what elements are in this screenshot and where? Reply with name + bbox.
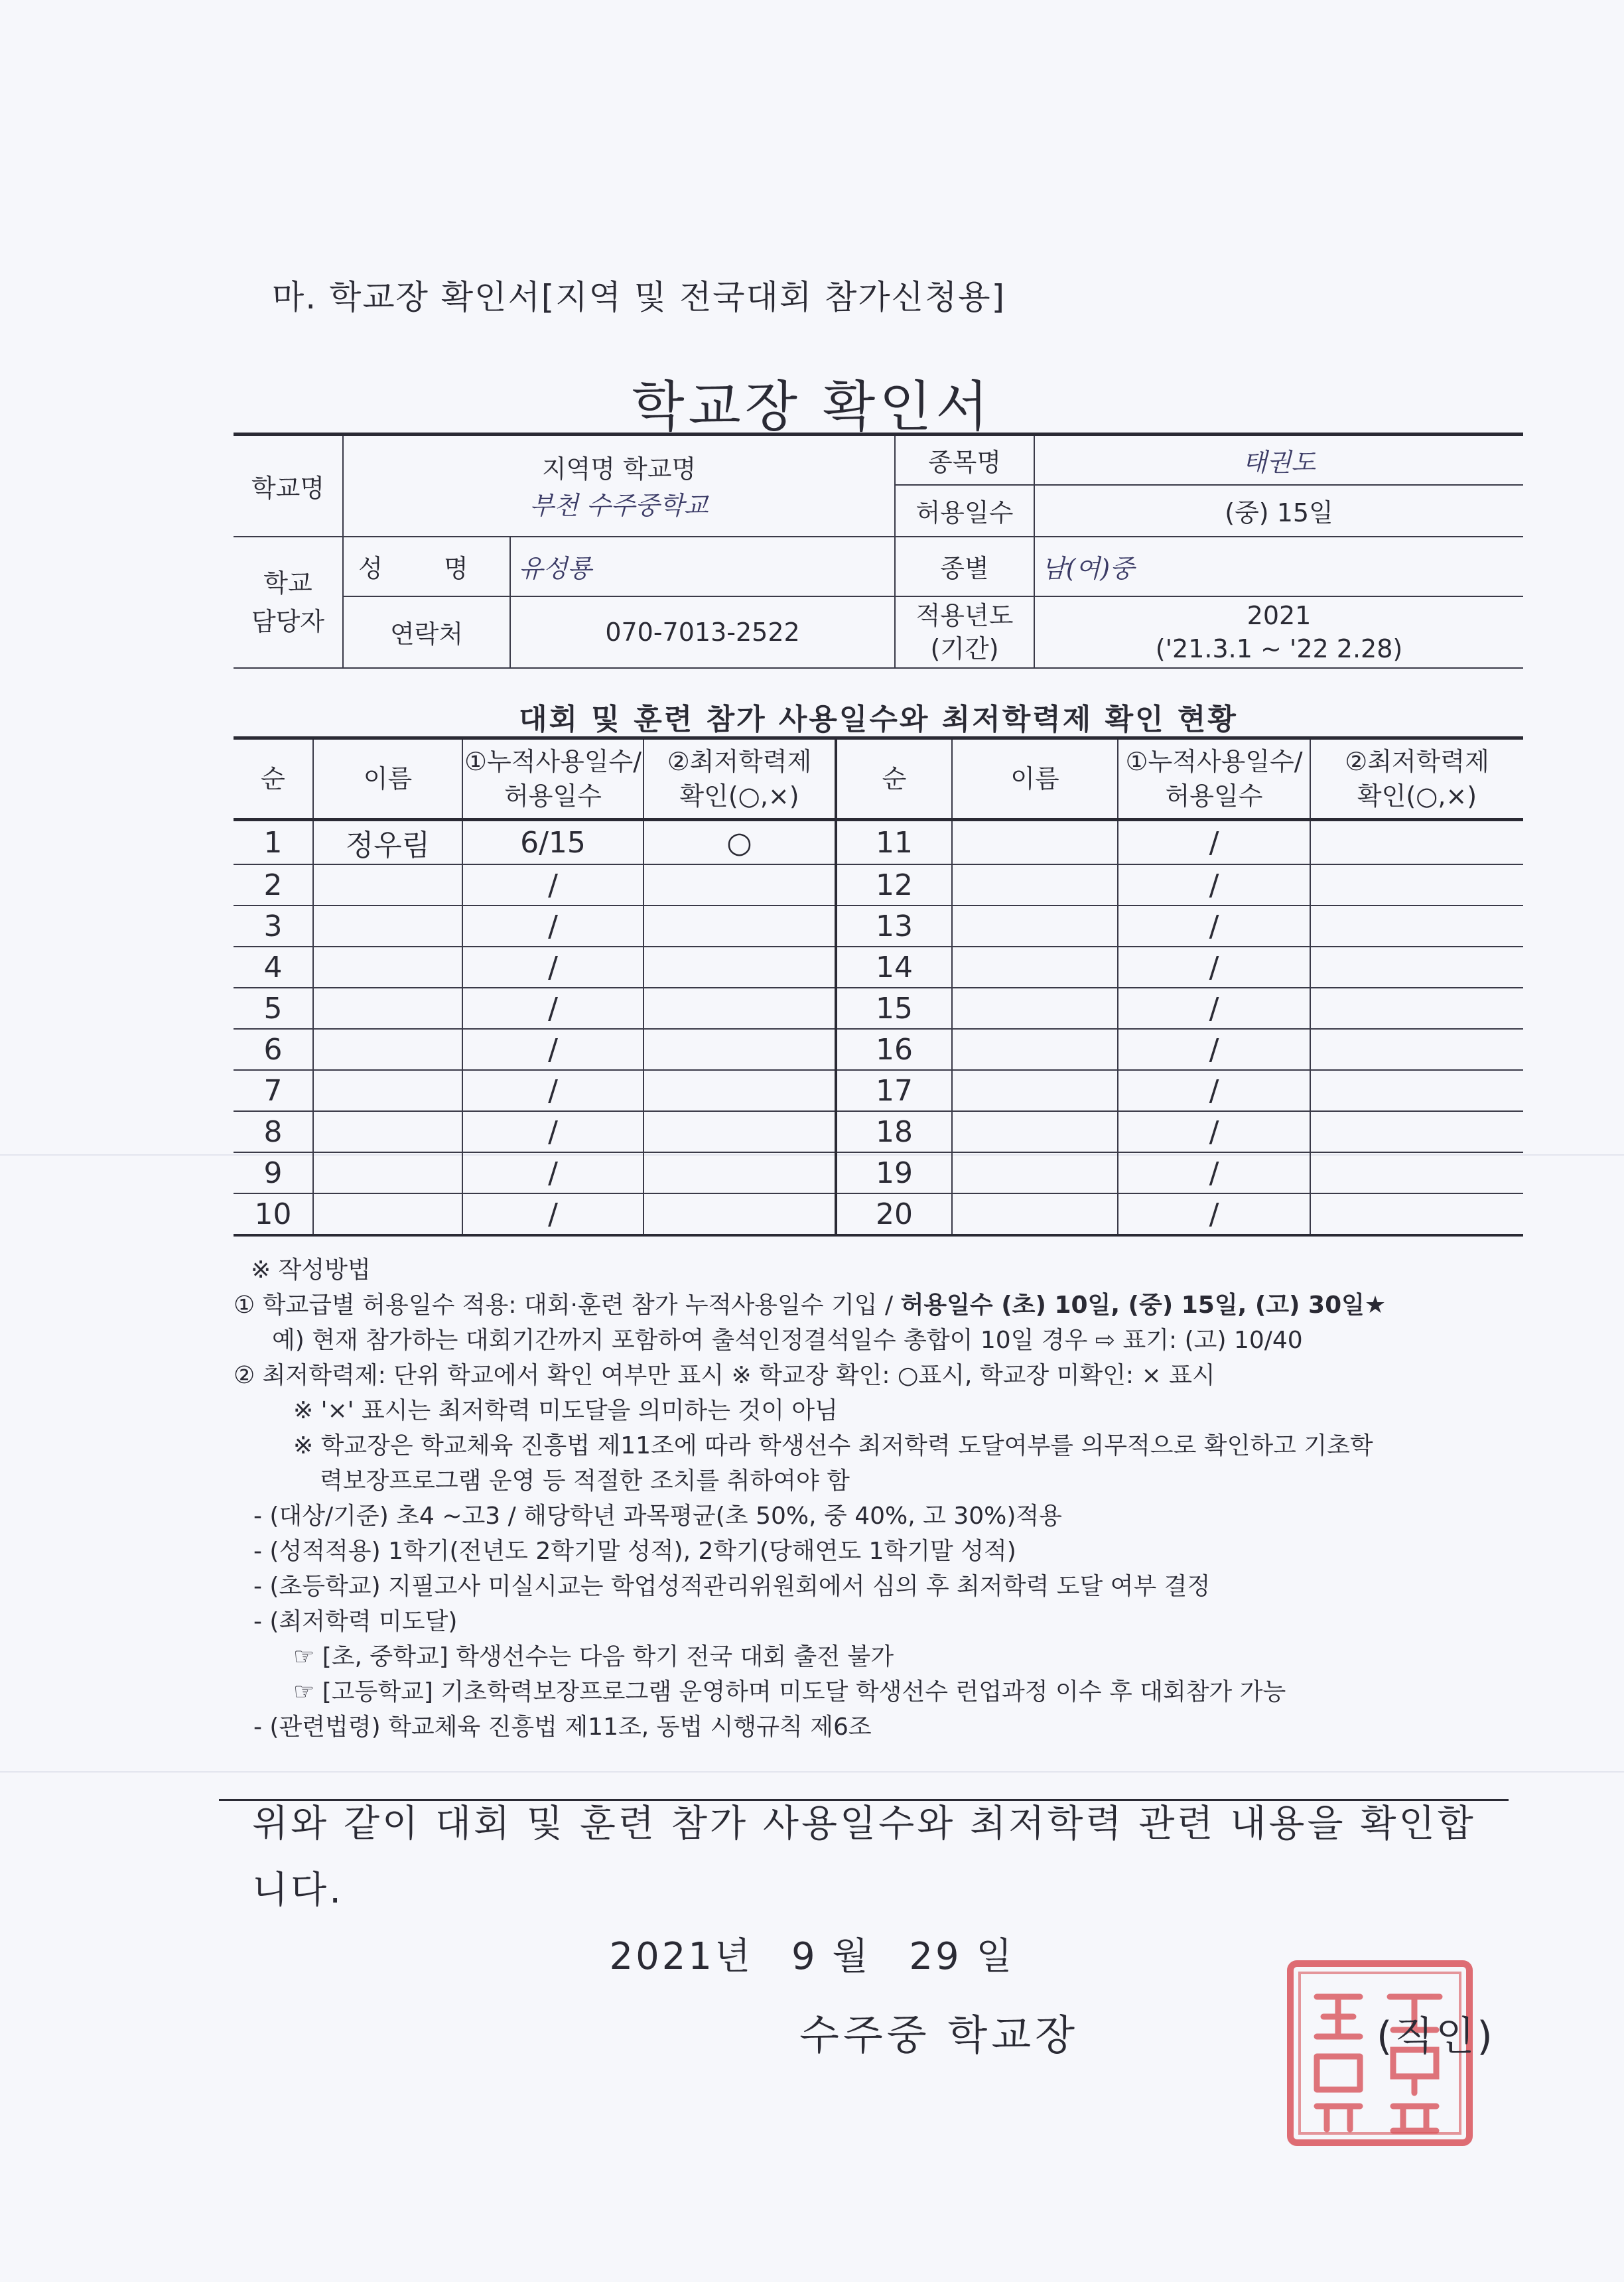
name-label: 성 명 xyxy=(343,537,510,596)
gender-value: 남(여)중 xyxy=(1034,537,1523,596)
sport-value: 태권도 xyxy=(1034,435,1523,485)
row-name xyxy=(313,1152,462,1193)
row-number: 1 xyxy=(234,820,313,865)
row-check xyxy=(1310,1029,1523,1070)
paper-fold-line xyxy=(0,1771,1624,1773)
row-number: 9 xyxy=(234,1152,313,1193)
col-days-line2: 허용일수 xyxy=(504,781,602,811)
row-days: / xyxy=(1118,1111,1310,1152)
col-check-header xyxy=(643,738,836,820)
col-days-line1: ①누적사용일수/ xyxy=(464,747,642,776)
row-check xyxy=(1310,1193,1523,1235)
note-1-b: 허용일수 (초) 10일, (중) 15일, (고) 30일★ xyxy=(900,1292,1387,1319)
table-row xyxy=(234,820,1523,865)
row-number: 2 xyxy=(234,864,313,906)
row-days: / xyxy=(462,864,643,906)
row-name xyxy=(952,988,1118,1029)
row-number: 5 xyxy=(234,988,313,1029)
row-name xyxy=(952,1029,1118,1070)
row-number: 16 xyxy=(836,1029,952,1070)
row-check xyxy=(643,1029,836,1070)
row-number: 13 xyxy=(836,906,952,947)
table-row xyxy=(234,1070,1523,1111)
note-1-example: 예) 현재 참가하는 대회기간까지 포함하여 출석인정결석일수 총합이 10일 경우 ⇨ 표기: (고) 10/40 xyxy=(272,1327,1303,1354)
note-5: - (대상/기준) 초4 ~고3 / 해당학년 과목평균(초 50%, 중 40%, 고 30%)적용 xyxy=(253,1503,1062,1530)
row-check xyxy=(643,947,836,988)
table-row xyxy=(234,1193,1523,1235)
confirmation-text xyxy=(252,1791,1513,1924)
row-days: / xyxy=(462,1111,643,1152)
gender-label: 종별 xyxy=(895,537,1034,596)
row-check xyxy=(1310,820,1523,865)
row-number: 20 xyxy=(836,1193,952,1235)
table-row xyxy=(234,988,1523,1029)
row-days: / xyxy=(1118,906,1310,947)
row-name xyxy=(952,820,1118,865)
row-days: / xyxy=(462,1152,643,1193)
sport-label: 종목명 xyxy=(895,435,1034,485)
row-check xyxy=(643,1070,836,1111)
note-6: - (성적적용) 1학기(전년도 2학기말 성적), 2학기(당해연도 1학기말 성적) xyxy=(253,1538,1016,1565)
row-name xyxy=(952,1193,1118,1235)
row-check xyxy=(643,988,836,1029)
note-7: - (초등학교) 지필고사 미실시교는 학업성적관리위원회에서 심의 후 최저학력 도달 여부 결정 xyxy=(253,1573,1211,1600)
region-school-label: 지역명 학교명 xyxy=(343,435,895,485)
confirmation-line2: 니다. xyxy=(252,1869,344,1912)
row-number: 14 xyxy=(836,947,952,988)
row-check xyxy=(1310,988,1523,1029)
row-number: 8 xyxy=(234,1111,313,1152)
manager-label: 학교 담당자 xyxy=(234,537,343,668)
table-row xyxy=(234,1152,1523,1193)
col-check-line2: 확인(○,×) xyxy=(679,781,799,811)
row-days: / xyxy=(462,906,643,947)
row-number: 4 xyxy=(234,947,313,988)
table-row xyxy=(234,947,1523,988)
date-month: 9 월 xyxy=(791,1935,871,1978)
row-days: 6/15 xyxy=(462,820,643,865)
row-number: 12 xyxy=(836,864,952,906)
col-check2-line1: ②최저학력제 xyxy=(1345,747,1489,776)
col-num-header: 순 xyxy=(234,738,313,820)
name-value: 유성룡 xyxy=(510,537,895,596)
col-days2-line1: ①누적사용일수/ xyxy=(1125,747,1303,776)
table-row xyxy=(234,1111,1523,1152)
col-days-header xyxy=(462,738,643,820)
row-name: 정우림 xyxy=(313,820,462,865)
note-4a: ※ 학교장은 학교체육 진흥법 제11조에 따라 학생선수 최저학력 도달여부를 의무적으로 확인하고 기초학 xyxy=(293,1432,1373,1459)
notes-heading: ※ 작성방법 xyxy=(251,1256,371,1284)
row-number: 6 xyxy=(234,1029,313,1070)
note-4b: 력보장프로그램 운영 등 적절한 조치를 취하여야 함 xyxy=(320,1467,850,1495)
row-number: 7 xyxy=(234,1070,313,1111)
row-name xyxy=(313,1029,462,1070)
row-days: / xyxy=(462,947,643,988)
note-1 xyxy=(234,1288,1523,1323)
row-name xyxy=(313,1193,462,1235)
instructions-section xyxy=(234,1252,1523,1745)
allowed-days-label: 허용일수 xyxy=(895,485,1034,537)
row-name xyxy=(313,988,462,1029)
col-days2-header xyxy=(1118,738,1310,820)
row-number: 17 xyxy=(836,1070,952,1111)
row-check xyxy=(643,1111,836,1152)
row-check xyxy=(643,1152,836,1193)
year-cell xyxy=(1034,596,1523,668)
note-10: ☞ [고등학교] 기초학력보장프로그램 운영하며 미도달 학생선수 런업과정 이수 후 대회참가 가능 xyxy=(293,1678,1286,1706)
row-days: / xyxy=(1118,1029,1310,1070)
row-number: 15 xyxy=(836,988,952,1029)
row-check xyxy=(1310,864,1523,906)
row-name xyxy=(313,947,462,988)
table-header-row xyxy=(234,738,1523,820)
col-num2-header: 순 xyxy=(836,738,952,820)
col-check2-line2: 확인(○,×) xyxy=(1357,781,1477,811)
row-days: / xyxy=(462,1070,643,1111)
school-value: 부천 수주중학교 xyxy=(343,485,895,537)
row-check xyxy=(643,864,836,906)
col-check2-header xyxy=(1310,738,1523,820)
row-days: / xyxy=(1118,988,1310,1029)
date-day: 29 일 xyxy=(909,1935,1015,1978)
note-11: - (관련법령) 학교체육 진흥법 제11조, 동법 시행규칙 제6조 xyxy=(253,1713,872,1741)
row-number: 3 xyxy=(234,906,313,947)
row-name xyxy=(952,1111,1118,1152)
school-label: 학교명 xyxy=(234,435,343,537)
row-name xyxy=(313,1111,462,1152)
document-title: 학교장 확인서 xyxy=(632,375,992,438)
row-check xyxy=(1310,1070,1523,1111)
table-row xyxy=(234,864,1523,906)
row-check: ○ xyxy=(643,820,836,865)
year-label: 적용년도 (기간) xyxy=(895,596,1034,668)
row-number: 11 xyxy=(836,820,952,865)
row-name xyxy=(952,1070,1118,1111)
contact-value: 070-7013-2522 xyxy=(510,596,895,668)
row-days: / xyxy=(462,1029,643,1070)
row-name xyxy=(952,864,1118,906)
allowed-days-value: (중) 15일 xyxy=(1034,485,1523,537)
row-check xyxy=(1310,947,1523,988)
year-value: 2021 xyxy=(1247,600,1312,630)
row-name xyxy=(952,947,1118,988)
note-9: ☞ [초, 중학교] 학생선수는 다음 학기 전국 대회 출전 불가 xyxy=(293,1643,894,1670)
confirmation-line1: 위와 같이 대회 및 훈련 참가 사용일수와 최저학력 관련 내용을 확인합 xyxy=(252,1802,1476,1846)
row-days: / xyxy=(1118,947,1310,988)
contact-label: 연락처 xyxy=(343,596,510,668)
row-days: / xyxy=(1118,1070,1310,1111)
period-value: ('21.3.1 ~ '22 2.28) xyxy=(1155,634,1403,663)
row-name xyxy=(313,1070,462,1111)
table-row xyxy=(234,906,1523,947)
date-year: 2021년 xyxy=(609,1935,754,1978)
status-title: 대회 및 훈련 참가 사용일수와 최저학력제 확인 현황 xyxy=(519,703,1238,736)
row-name xyxy=(952,1152,1118,1193)
row-number: 10 xyxy=(234,1193,313,1235)
school-info-table xyxy=(234,433,1523,669)
col-name2-header: 이름 xyxy=(952,738,1118,820)
row-number: 18 xyxy=(836,1111,952,1152)
participation-status-table xyxy=(234,736,1523,1237)
row-check xyxy=(643,1193,836,1235)
row-days: / xyxy=(1118,1152,1310,1193)
note-2: ② 최저학력제: 단위 학교에서 확인 여부만 표시 ※ 학교장 확인: ○표시, 학교장 미확인: × 표시 xyxy=(234,1362,1215,1389)
row-days: / xyxy=(462,988,643,1029)
row-days: / xyxy=(1118,820,1310,865)
col-days2-line2: 허용일수 xyxy=(1165,781,1263,811)
table-row xyxy=(234,1029,1523,1070)
row-name xyxy=(952,906,1118,947)
row-days: / xyxy=(1118,864,1310,906)
row-check xyxy=(1310,906,1523,947)
row-days: / xyxy=(1118,1193,1310,1235)
note-3: ※ '×' 표시는 최저학력 미도달을 의미하는 것이 아님 xyxy=(293,1397,838,1424)
seal-label: (직인) xyxy=(1377,2013,1495,2060)
row-check xyxy=(1310,1152,1523,1193)
section-heading: 마. 학교장 확인서[지역 및 전국대회 참가신청용] xyxy=(272,278,1006,316)
row-check xyxy=(643,906,836,947)
note-8: - (최저학력 미도달) xyxy=(253,1608,458,1635)
col-check-line1: ②최저학력제 xyxy=(667,747,812,776)
row-name xyxy=(313,864,462,906)
signer-title: 수주중 학교장 xyxy=(799,2011,1079,2059)
row-number: 19 xyxy=(836,1152,952,1193)
col-name-header: 이름 xyxy=(313,738,462,820)
row-name xyxy=(313,906,462,947)
row-check xyxy=(1310,1111,1523,1152)
note-1-a: ① 학교급별 허용일수 적용: 대회·훈련 참가 누적사용일수 기입 / xyxy=(234,1292,901,1319)
row-days: / xyxy=(462,1193,643,1235)
